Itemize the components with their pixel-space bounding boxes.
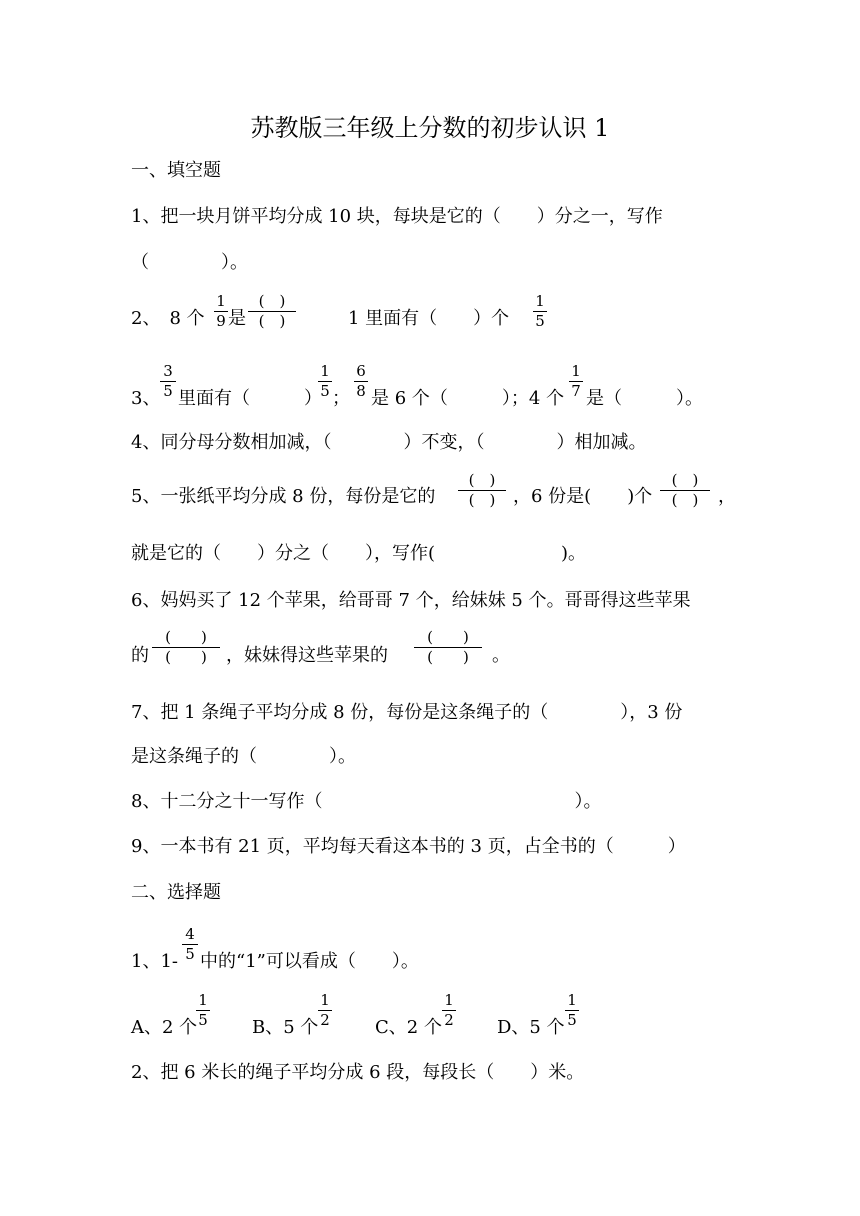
denominator-blank: ( ) bbox=[468, 491, 496, 509]
denominator-blank: ( ) bbox=[165, 648, 207, 666]
question-1-line2: （ ）。 bbox=[131, 252, 248, 273]
numerator: 1 bbox=[535, 292, 545, 310]
question-5-comma: ， bbox=[718, 486, 736, 507]
choice-2: 2、把 6 米长的绳子平均分成 6 段，每段长（ ）米。 bbox=[131, 1062, 585, 1083]
question-3-sep: ； bbox=[332, 388, 350, 409]
fraction-3-5 bbox=[160, 363, 176, 400]
question-5-line1: 5、一张纸平均分成 8 份，每份是它的 bbox=[131, 486, 436, 507]
fraction-blank bbox=[660, 472, 710, 509]
denominator: 2 bbox=[444, 1011, 454, 1029]
fraction-6-8 bbox=[354, 363, 368, 400]
question-1-line1: 1、把一块月饼平均分成 10 块，每块是它的（ ）分之一，写作 bbox=[131, 206, 663, 227]
denominator: 5 bbox=[567, 1011, 577, 1029]
option-a[interactable]: A、2 个 bbox=[131, 1017, 198, 1038]
question-2-part2: 1 里面有（ ）个 bbox=[348, 308, 510, 329]
section-fill-blank: 一、填空题 bbox=[131, 160, 221, 181]
denominator-blank: ( ) bbox=[427, 648, 469, 666]
denominator: 5 bbox=[163, 382, 173, 400]
question-2-prefix: 2、 8 个 bbox=[131, 308, 205, 329]
denominator-blank: ( ) bbox=[258, 312, 286, 330]
denominator: 5 bbox=[198, 1011, 208, 1029]
option-b-fraction bbox=[318, 992, 332, 1029]
denominator: 8 bbox=[356, 382, 366, 400]
numerator-blank: ( ) bbox=[468, 471, 496, 489]
numerator: 1 bbox=[320, 991, 330, 1009]
question-7-line2: 是这条绳子的（ ）。 bbox=[131, 746, 356, 767]
numerator-blank: ( ) bbox=[671, 471, 699, 489]
denominator: 7 bbox=[571, 382, 581, 400]
numerator-blank: ( ) bbox=[427, 628, 469, 646]
numerator: 3 bbox=[163, 362, 173, 380]
question-4: 4、同分母分数相加减，（ ）不变，（ ）相加减。 bbox=[131, 432, 647, 453]
question-6-period: 。 bbox=[492, 645, 510, 666]
fraction-blank bbox=[458, 472, 506, 509]
denominator: 5 bbox=[320, 382, 330, 400]
numerator: 1 bbox=[444, 991, 454, 1009]
denominator: 5 bbox=[185, 945, 195, 963]
question-3-prefix: 3、 bbox=[131, 388, 161, 409]
question-3-text-b: 是 6 个（ ）；4 个 bbox=[371, 388, 565, 409]
option-d[interactable]: D、5 个 bbox=[497, 1017, 565, 1038]
option-c-fraction bbox=[442, 992, 456, 1029]
question-2-is: 是 bbox=[228, 308, 246, 329]
question-9: 9、一本书有 21 页，平均每天看这本书的 3 页，占全书的（ ） bbox=[131, 836, 686, 857]
question-6-de: 的 bbox=[131, 645, 149, 666]
numerator: 1 bbox=[320, 362, 330, 380]
option-a-fraction bbox=[196, 992, 210, 1029]
fraction-1-5 bbox=[318, 363, 332, 400]
question-5-line2: 就是它的（ ）分之（ ），写作( )。 bbox=[131, 543, 587, 564]
numerator-blank: ( ) bbox=[165, 628, 207, 646]
numerator-blank: ( ) bbox=[258, 292, 286, 310]
question-3-text-a: 里面有（ ） bbox=[178, 388, 322, 409]
numerator: 1 bbox=[567, 991, 577, 1009]
denominator: 9 bbox=[216, 312, 226, 330]
numerator: 1 bbox=[571, 362, 581, 380]
page-title: 苏教版三年级上分数的初步认识 1 bbox=[250, 114, 610, 142]
denominator: 5 bbox=[535, 312, 545, 330]
section-multiple-choice: 二、选择题 bbox=[131, 882, 221, 903]
question-7-line1: 7、把 1 条绳子平均分成 8 份，每份是这条绳子的（ ），3 份 bbox=[131, 702, 683, 723]
numerator: 1 bbox=[198, 991, 208, 1009]
question-8: 8、十二分之十一写作（ ）。 bbox=[131, 791, 602, 812]
fraction-blank bbox=[248, 293, 296, 330]
numerator: 4 bbox=[185, 925, 195, 943]
fraction-blank bbox=[152, 629, 220, 666]
choice-1-text: 中的“1”可以看成（ ）。 bbox=[200, 951, 419, 972]
option-b[interactable]: B、5 个 bbox=[252, 1017, 319, 1038]
choice-1-prefix: 1、1- bbox=[131, 951, 178, 972]
question-5-text-b: ，6 份是( )个 bbox=[513, 486, 653, 507]
question-6-line1: 6、妈妈买了 12 个苹果，给哥哥 7 个，给妹妹 5 个。哥哥得这些苹果 bbox=[131, 590, 691, 611]
question-3-text-c: 是（ ）。 bbox=[586, 388, 703, 409]
fraction-1-9 bbox=[214, 293, 228, 330]
fraction-1-7 bbox=[569, 363, 583, 400]
option-d-fraction bbox=[565, 992, 579, 1029]
numerator: 6 bbox=[356, 362, 366, 380]
question-6-text-c: ，妹妹得这些苹果的 bbox=[226, 645, 388, 666]
denominator-blank: ( ) bbox=[671, 491, 699, 509]
fraction-blank bbox=[414, 629, 482, 666]
fraction-4-5 bbox=[182, 926, 198, 963]
denominator: 2 bbox=[320, 1011, 330, 1029]
fraction-1-5 bbox=[533, 293, 547, 330]
option-c[interactable]: C、2 个 bbox=[375, 1017, 442, 1038]
numerator: 1 bbox=[216, 292, 226, 310]
